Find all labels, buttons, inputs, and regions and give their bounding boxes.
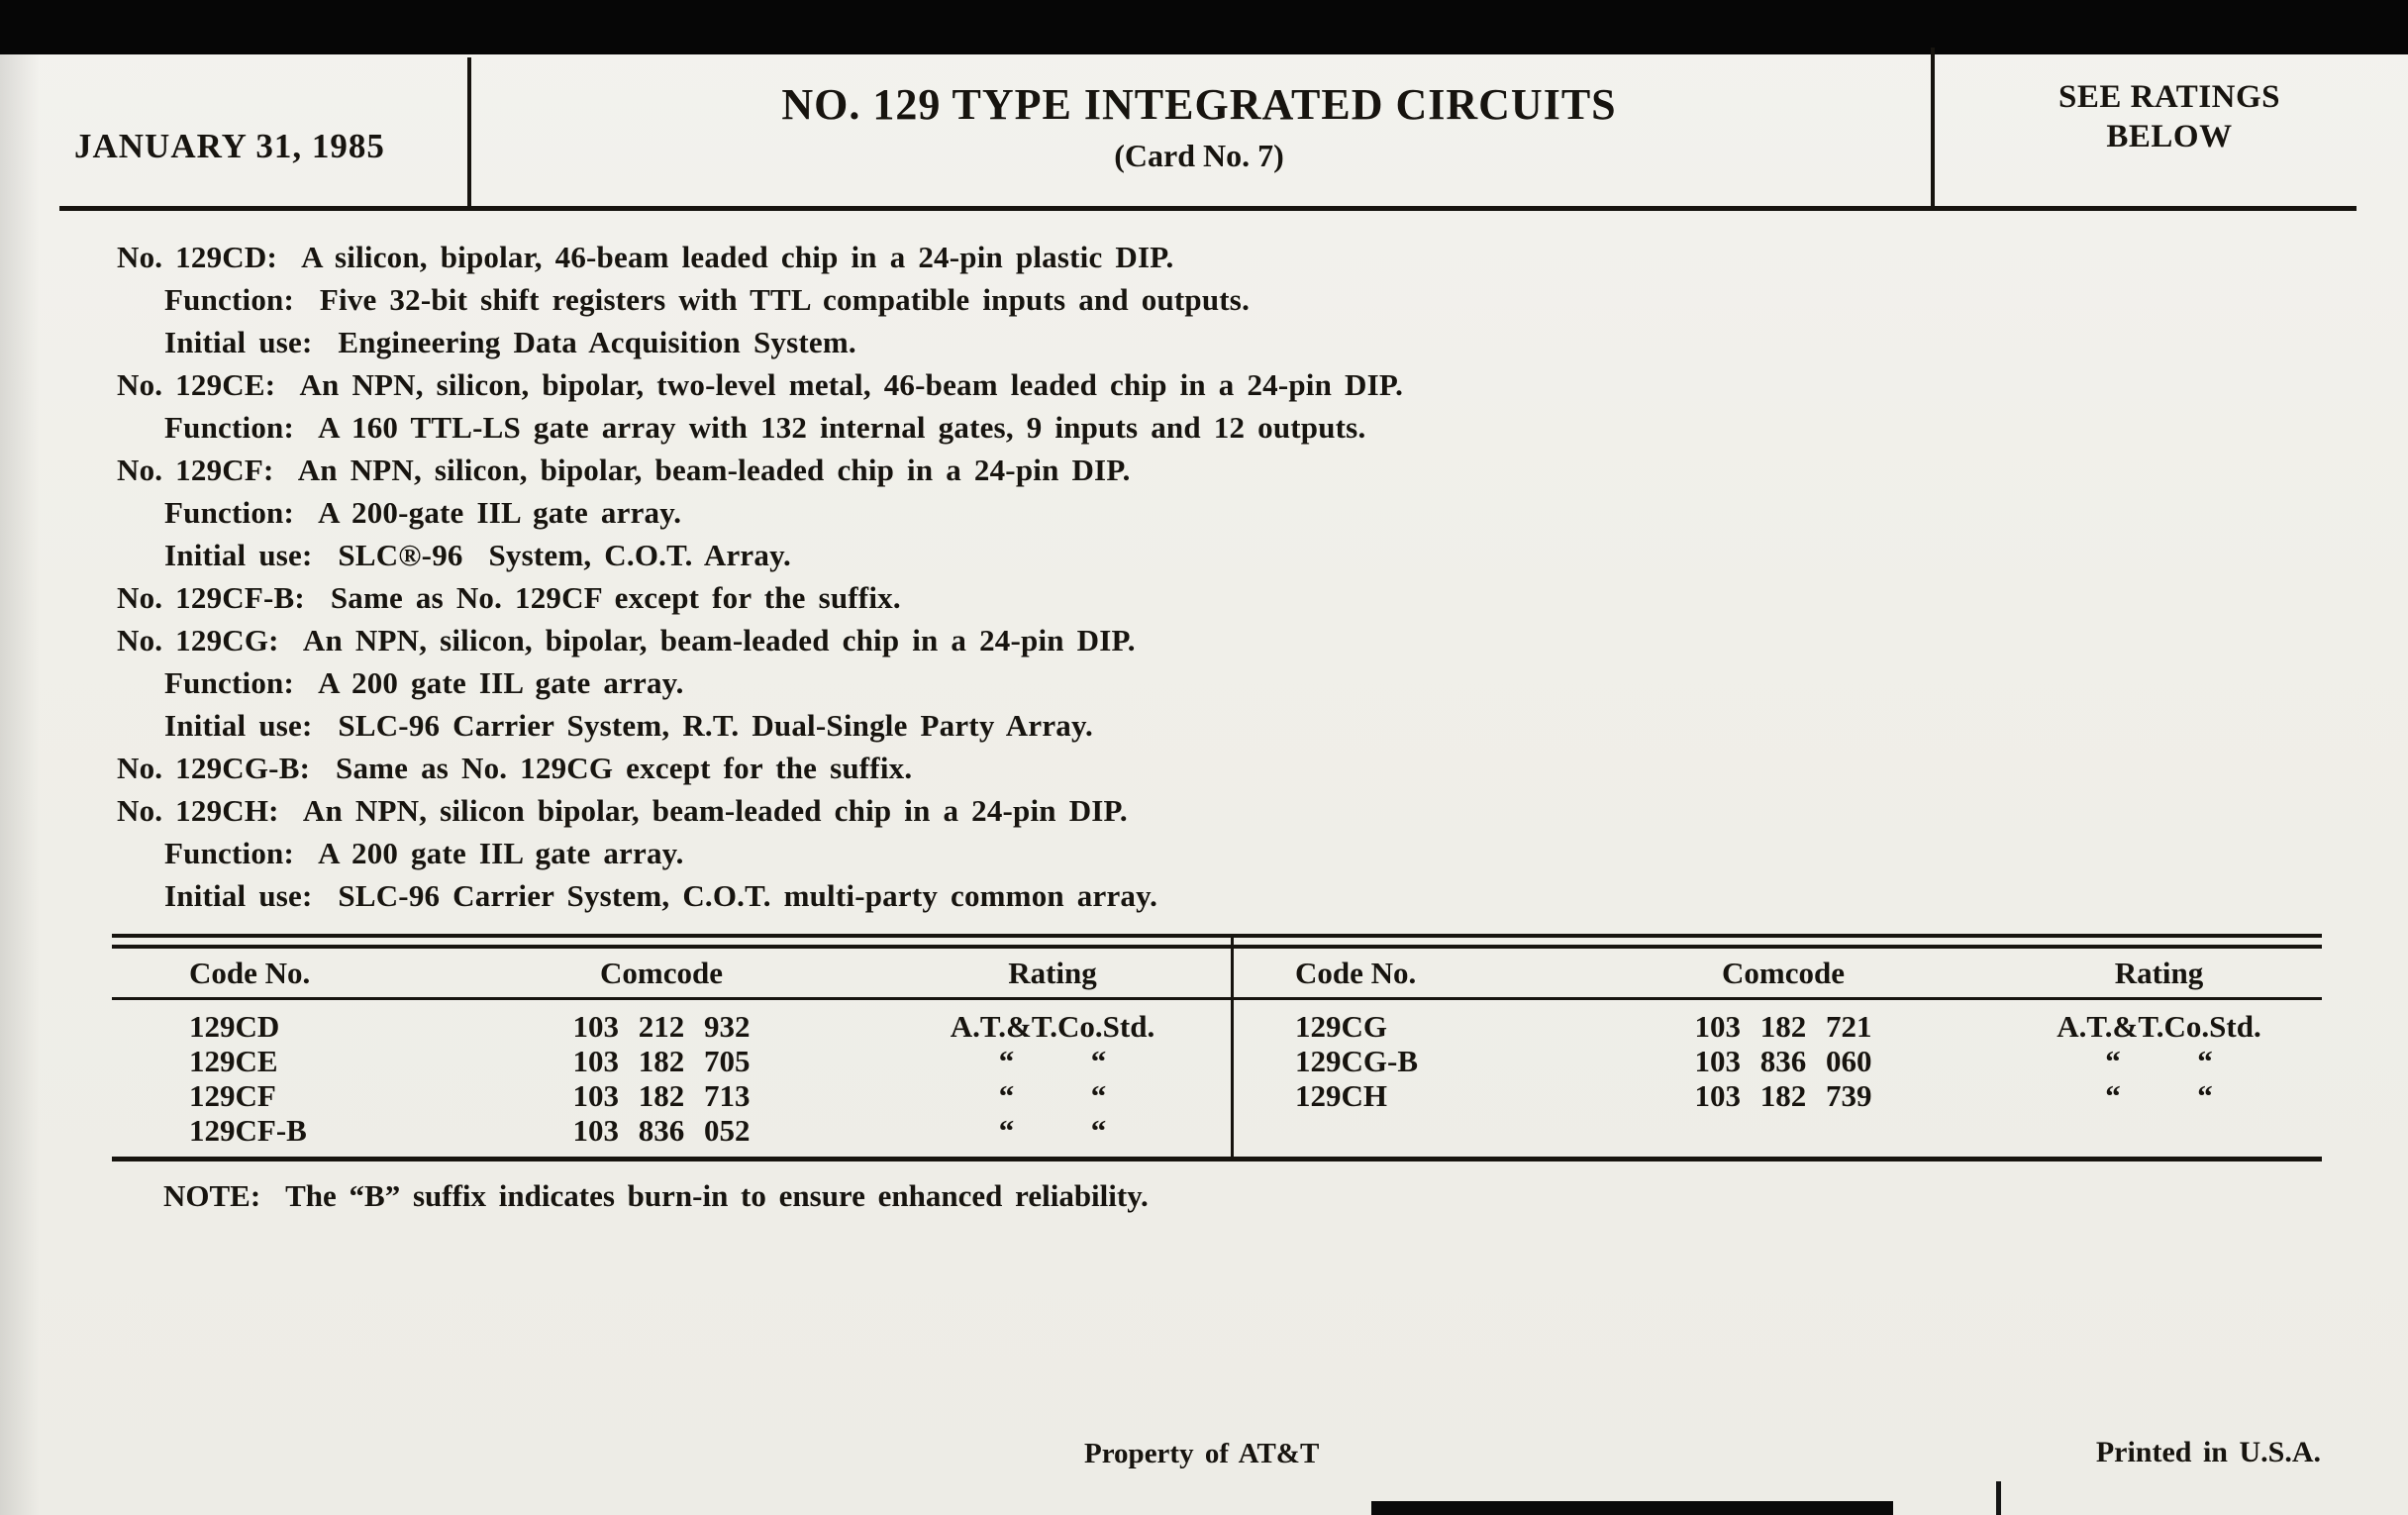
table-cell-comcode: 103 836 052	[572, 1113, 751, 1148]
table-header-cell: Code No.	[1295, 956, 1417, 990]
table-cell-rating: A.T.&T.Co.Std.	[950, 1009, 1155, 1044]
table-cell-rating: “ “	[2105, 1078, 2213, 1113]
ratings-callout	[1931, 77, 2408, 156]
table-cell-rating: “ “	[998, 1078, 1107, 1113]
table-cell-code: 129CD	[189, 1009, 280, 1044]
spec-line: Initial use: SLC-96 Carrier System, C.O.T. multi-party common array.	[164, 878, 1158, 913]
spec-line: No. 129CF: An NPN, silicon, bipolar, beam-leaded chip in a 24-pin DIP.	[117, 453, 1131, 487]
spec-line: Function: A 160 TTL-LS gate array with 132 internal gates, 9 inputs and 12 outputs.	[164, 410, 1366, 445]
table-note: NOTE: The “B” suffix indicates burn-in to ensure enhanced reliability.	[163, 1178, 1149, 1213]
table-cell-comcode: 103 182 721	[1694, 1009, 1872, 1044]
table-cell-code: 129CH	[1295, 1078, 1387, 1113]
ratings-table	[112, 934, 2322, 1162]
table-cell-comcode: 103 836 060	[1694, 1044, 1872, 1078]
spec-line: Initial use: Engineering Data Acquisition System.	[164, 325, 856, 359]
table-cell-code: 129CG-B	[1295, 1044, 1418, 1078]
table-row	[1234, 1078, 2322, 1113]
table-cell-rating: “ “	[2105, 1044, 2213, 1078]
table-cell-comcode: 103 182 705	[572, 1044, 751, 1078]
table-header-cell: Code No.	[189, 956, 311, 990]
table-row	[1234, 1009, 2322, 1044]
table-row	[1234, 1044, 2322, 1078]
table-cell-comcode: 103 182 713	[572, 1078, 751, 1113]
spec-line: Function: A 200 gate IIL gate array.	[164, 665, 684, 700]
printed-notice: Printed in U.S.A.	[2095, 1436, 2321, 1468]
spec-line: No. 129CD: A silicon, bipolar, 46-beam leaded chip in a 24-pin plastic DIP.	[117, 240, 1174, 274]
table-header-cell: Comcode	[600, 956, 723, 990]
table-row	[112, 1009, 1231, 1044]
table-header-row	[1234, 956, 2322, 991]
property-notice: Property of AT&T	[1084, 1438, 1320, 1469]
title-block	[467, 79, 1931, 174]
table-cell-rating: “ “	[998, 1113, 1107, 1148]
ratings-callout-line1: SEE RATINGS	[2057, 79, 2281, 115]
table-cell-rating: “ “	[998, 1044, 1107, 1078]
scan-artifact-mark	[1996, 1481, 2001, 1515]
spec-line: No. 129CG-B: Same as No. 129CG except for the suffix.	[117, 751, 913, 785]
table-row	[112, 1113, 1231, 1148]
ratings-table-right	[1234, 934, 2322, 1162]
page-title: NO. 129 TYPE INTEGRATED CIRCUITS	[781, 80, 1617, 129]
scan-bottom-edge	[1371, 1501, 1893, 1515]
table-row	[112, 1044, 1231, 1078]
table-body	[1234, 1009, 2322, 1113]
spec-line: Function: Five 32-bit shift registers with TTL compatible inputs and outputs.	[164, 282, 1251, 317]
table-header-cell: Comcode	[1722, 956, 1845, 990]
table-cell-comcode: 103 182 739	[1694, 1078, 1872, 1113]
table-header-cell: Rating	[2114, 956, 2204, 990]
table-cell-code: 129CG	[1295, 1009, 1387, 1044]
table-body	[112, 1009, 1231, 1148]
ratings-table-left	[112, 934, 1231, 1162]
table-cell-rating: A.T.&T.Co.Std.	[2057, 1009, 2261, 1044]
table-header-row	[112, 956, 1231, 991]
card-number: (Card No. 7)	[1114, 138, 1284, 173]
table-row	[112, 1078, 1231, 1113]
scan-top-edge	[0, 0, 2408, 54]
table-cell-code: 129CF	[189, 1078, 276, 1113]
table-cell-code: 129CE	[189, 1044, 278, 1078]
table-header-cell: Rating	[1008, 956, 1097, 990]
spec-line: Function: A 200-gate IIL gate array.	[164, 495, 682, 530]
ratings-callout-line2: BELOW	[2106, 119, 2233, 154]
spec-line: Initial use: SLC®-96 System, C.O.T. Array.	[164, 538, 792, 572]
table-cell-code: 129CF-B	[189, 1113, 307, 1148]
spec-line: No. 129CE: An NPN, silicon, bipolar, two-level metal, 46-beam leaded chip in a 24-pin DIP.	[117, 367, 1404, 402]
spec-line: No. 129CH: An NPN, silicon bipolar, beam-leaded chip in a 24-pin DIP.	[117, 793, 1128, 828]
spec-line: Initial use: SLC-96 Carrier System, R.T. Dual-Single Party Array.	[164, 708, 1093, 743]
header-rule	[59, 206, 2357, 211]
table-cell-comcode: 103 212 932	[572, 1009, 751, 1044]
spec-list	[117, 236, 1403, 917]
spec-line: Function: A 200 gate IIL gate array.	[164, 836, 684, 870]
spec-line: No. 129CG: An NPN, silicon, bipolar, beam-leaded chip in a 24-pin DIP.	[117, 623, 1136, 657]
spec-line: No. 129CF-B: Same as No. 129CF except for the suffix.	[117, 580, 901, 615]
card-date: JANUARY 31, 1985	[74, 127, 385, 165]
